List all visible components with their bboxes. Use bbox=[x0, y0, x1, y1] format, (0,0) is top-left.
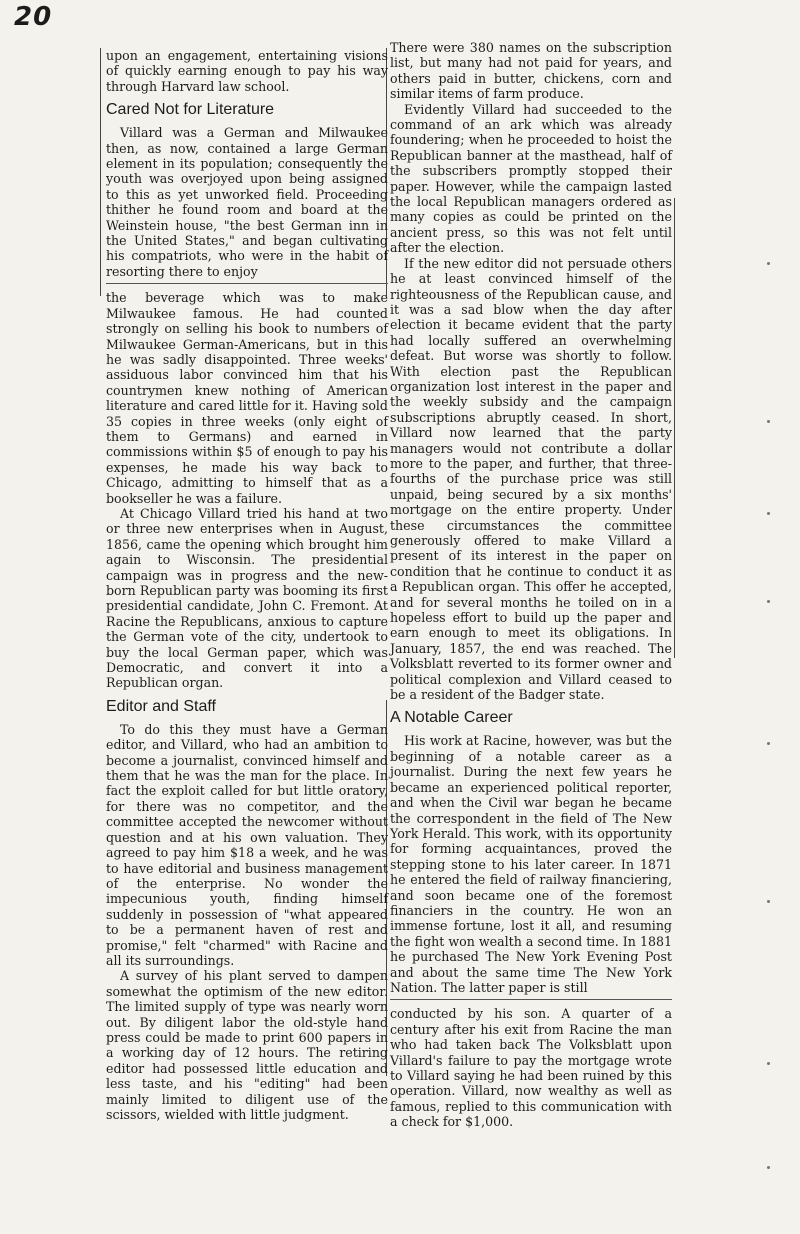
scan-mark bbox=[767, 262, 770, 265]
scan-mark bbox=[767, 1166, 770, 1169]
right-paragraph1: There were 380 names on the subscription list, but many had not paid for years, and others paid in butter, chickens, corn and similar items of farm produce. bbox=[390, 40, 672, 102]
right-paragraph2: Evidently Villard had succeeded to the command of an ark which was already foundering; when he proceeded to hoist the Republican banner at the masthead, half of the subscribers promptly stopped their paper. However, while the campaign lasted the local Republican managers ordered as many copies as could be printed on the ancient press, so this was not felt until after the election. bbox=[390, 101, 672, 256]
section-heading-a-notable-career: A Notable Career bbox=[390, 709, 513, 727]
section-heading-editor-and-staff: Editor and Staff bbox=[106, 697, 216, 715]
left-column bbox=[106, 48, 388, 1122]
section3-paragraph1a: His work at Racine, however, was but the beginning of a notable career as a journalist. During the next few years he became an experienced political reporter, and when the Civil war began he became the correspondent in the field of The New York Herald. This work, with its opportunity for forming acquaintances, proved the stepping stone to his later career. In 1871 he entered the field of railway financiering, and soon became one of the foremost financiers in the country. He won an immense fortune, lost it all, and resuming the fight won wealth a second time. In 1881 he purchased The New York Evening Post and about the same time The New York Nation. The latter paper is still bbox=[390, 733, 672, 995]
scan-mark bbox=[767, 900, 770, 903]
section1-paragraph1b: the beverage which was to make Milwaukee famous. He had counted strongly on selling his book to numbers of Milwaukee German-Americans, but in this he was sadly disappointed. Three weeks' assiduous labor convinced him that his countrymen knew nothing of American literature and cared little for it. Having sold 35 copies in three weeks (only eight of them to Germans) and earned in commissions within $5 of enough to pay his expenses, he made his way back to Chicago, admitting to himself that as a bookseller he was a failure. bbox=[106, 290, 388, 506]
intro-paragraph: upon an engagement, entertaining visions of quickly earning enough to pay his way through Harvard law school. bbox=[106, 48, 388, 94]
column-divider bbox=[390, 999, 672, 1000]
scan-mark bbox=[767, 600, 770, 603]
right-column bbox=[390, 40, 672, 1130]
column-divider bbox=[106, 283, 388, 284]
section-heading-cared-not-for-literature: Cared Not for Literature bbox=[106, 101, 275, 119]
scan-mark bbox=[767, 512, 770, 515]
column-rule-right-lower bbox=[674, 198, 675, 658]
section2-paragraph2: A survey of his plant served to dampen somewhat the optimism of the new editor. The limited supply of type was nearly worn out. By diligent labor the old-style hand press could be made to print 600 papers in a working day of 12 hours. The retiring editor had possessed little education and less taste, and his "editing" had been mainly limited to diligent use of the scissors, wielded with little judgment. bbox=[106, 968, 388, 1122]
scan-mark bbox=[767, 1062, 770, 1065]
section1-paragraph1a: Villard was a German and Milwaukee then, as now, contained a large German element in its population; consequently the youth was overjoyed upon being assigned to this as yet unworked field. Proceeding thither he found room and board at the Weinstein house, "the best German inn in the United States," and began cultivating his compatriots, who were in the habit of resorting there to enjoy bbox=[106, 125, 388, 279]
page-number: 20 bbox=[14, 2, 53, 32]
right-paragraph3: If the new editor did not persuade others he at least convinced himself of the righteousness of the Republican cause, and it was a sad blow when the day after election it became evident that the party had locally suffered an overwhelming defeat. But worse was shortly to follow. With election past the Republican organization lost interest in the paper and the weekly subsidy and the campaign subscriptions abruptly ceased. In short, Villard now learned that the party managers would not contribute a dollar more to the paper, and further, that three-fourths of the purchase price was still unpaid, being secured by a six months' mortgage on the entire property. Under these circumstances the committee generously offered to make Villard a present of its interest in the paper on condition that he continue to conduct it as a Republican organ. This offer he accepted, and for several months he toiled on in a hopeless effort to build up the paper and earn enough to meet its obligations. In January, 1857, the end was reached. The Volksblatt reverted to its former owner and political complexion and Villard ceased to be a resident of the Badger state. bbox=[390, 255, 672, 703]
scan-mark bbox=[767, 420, 770, 423]
section2-paragraph1: To do this they must have a German editor, and Villard, who had an ambition to become a journalist, convinced himself and them that he was the man for the place. In fact the exploit called for but little oratory, for there was no competitor, and the committee accepted the newcomer without question and at his own valuation. They agreed to pay him $18 a week, and he was to have editorial and business management of the enterprise. No wonder the impecunious youth, finding himself suddenly in possession of "what appeared to be a permanent haven of rest and promise," felt "charmed" with Racine and all its surroundings. bbox=[106, 721, 388, 968]
section3-paragraph1b: conducted by his son. A quarter of a century after his exit from Racine the man who had taken back The Volksblatt upon Villard's failure to pay the mortgage wrote to Villard saying he had been ruined by this operation. Villard, now wealthy as well as famous, replied to this communication with a check for $1,000. bbox=[390, 1006, 672, 1130]
column-rule-left-edge bbox=[100, 48, 101, 296]
scan-mark bbox=[767, 742, 770, 745]
section1-paragraph2: At Chicago Villard tried his hand at two or three new enterprises when in August, 1856, came the opening which brought him again to Wisconsin. The presidential campaign was in progress and the new-born Republican party was booming its first presidential candidate, John C. Fremont. At Racine the Republicans, anxious to capture the German vote of the city, undertook to buy the local German paper, which was Democratic, and convert it into a Republican organ. bbox=[106, 505, 388, 691]
